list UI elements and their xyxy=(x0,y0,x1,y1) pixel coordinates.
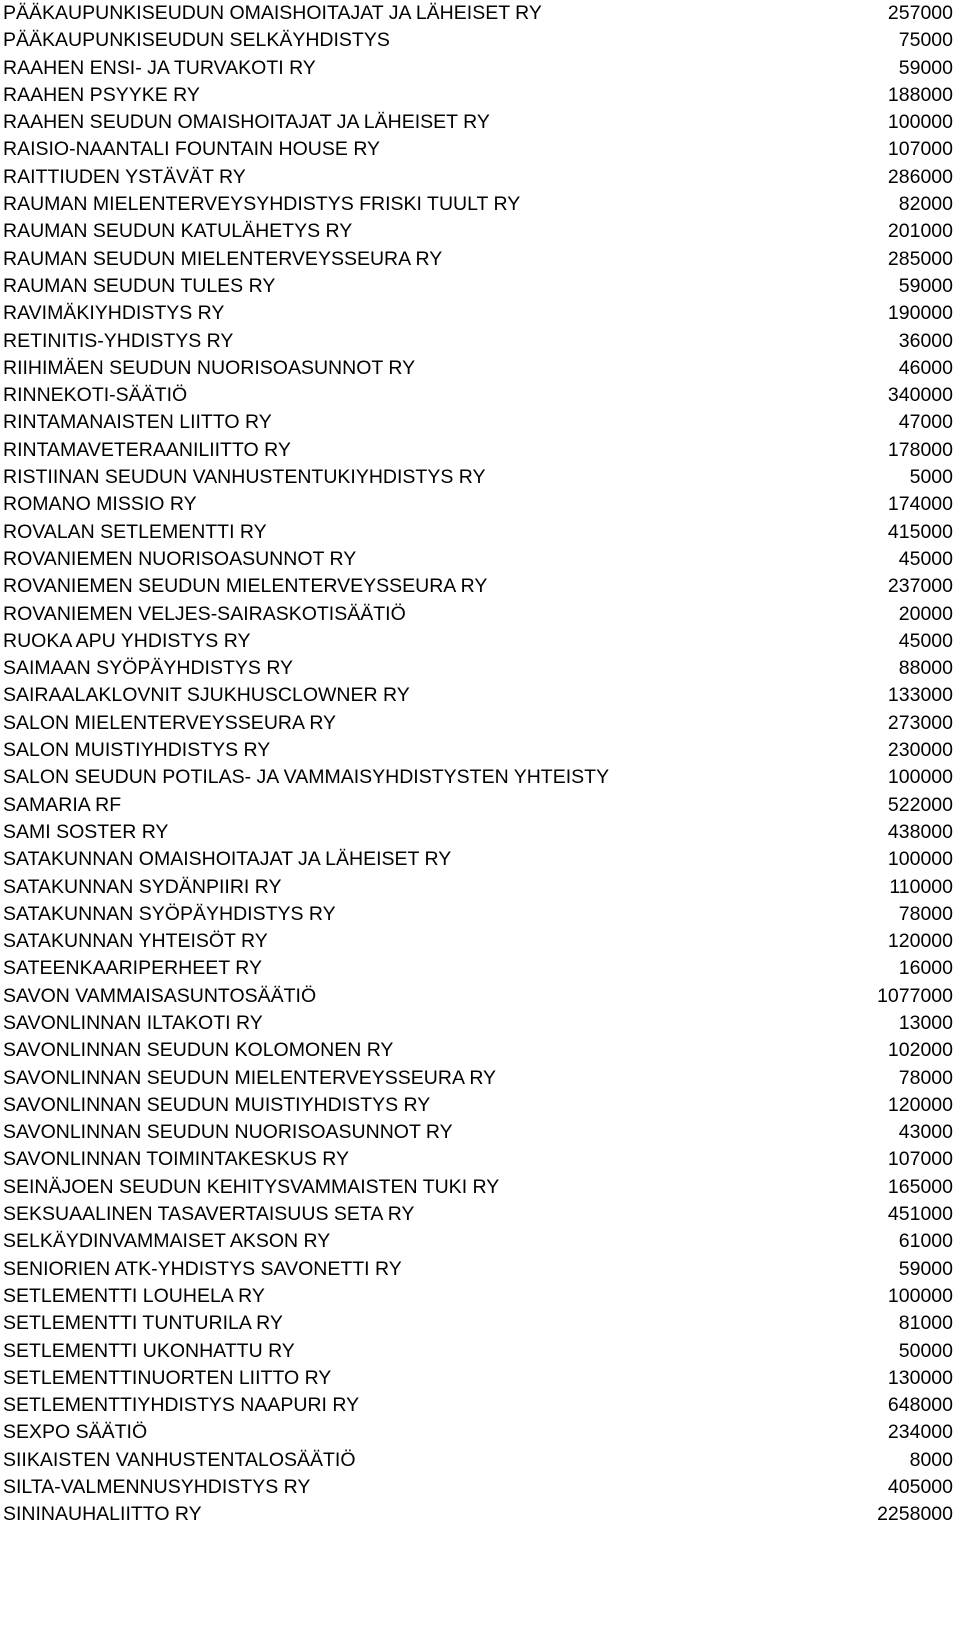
organization-name: SETLEMENTTINUORTEN LIITTO RY xyxy=(3,1366,332,1389)
grant-amount: 36000 xyxy=(898,329,953,352)
list-item xyxy=(3,491,953,518)
grant-amount: 648000 xyxy=(887,1394,953,1417)
grant-amount: 190000 xyxy=(887,302,953,325)
organization-name: SALON SEUDUN POTILAS- JA VAMMAISYHDISTYSTEN YHTEISTY xyxy=(3,766,610,789)
organization-name: RAUMAN MIELENTERVEYSYHDISTYS FRISKI TUULT RY xyxy=(3,193,521,216)
grant-amount: 100000 xyxy=(887,848,953,871)
organization-name: RIIHIMÄEN SEUDUN NUORISOASUNNOT RY xyxy=(3,356,416,379)
grant-amount: 100000 xyxy=(887,766,953,789)
grant-amount: 43000 xyxy=(898,1121,953,1144)
organization-name: SAIMAAN SYÖPÄYHDISTYS RY xyxy=(3,657,294,680)
grant-amount: 88000 xyxy=(898,657,953,680)
organization-name: SATAKUNNAN SYDÄNPIIRI RY xyxy=(3,875,282,898)
organization-name: RINTAMAVETERAANILIITTO RY xyxy=(3,438,291,461)
list-item xyxy=(3,246,953,273)
grant-amount: 59000 xyxy=(898,1257,953,1280)
list-item xyxy=(3,1419,953,1446)
organization-name: RISTIINAN SEUDUN VANHUSTENTUKIYHDISTYS RY xyxy=(3,466,486,489)
list-item xyxy=(3,382,953,409)
list-item xyxy=(3,519,953,546)
list-item xyxy=(3,464,953,491)
grant-amount: 230000 xyxy=(887,739,953,762)
organization-name: SETLEMENTTI LOUHELA RY xyxy=(3,1284,265,1307)
list-item xyxy=(3,437,953,464)
organization-name: RAUMAN SEUDUN MIELENTERVEYSSEURA RY xyxy=(3,247,443,270)
grant-amount: 165000 xyxy=(887,1175,953,1198)
list-item xyxy=(3,601,953,628)
grant-amount: 405000 xyxy=(887,1476,953,1499)
list-item xyxy=(3,710,953,737)
organization-name: SAVON VAMMAISASUNTOSÄÄTIÖ xyxy=(3,984,317,1007)
grant-list xyxy=(3,0,953,1529)
list-item xyxy=(3,1174,953,1201)
organization-name: RAUMAN SEUDUN KATULÄHETYS RY xyxy=(3,220,353,243)
organization-name: SALON MUISTIYHDISTYS RY xyxy=(3,739,271,762)
organization-name: RINNEKOTI-SÄÄTIÖ xyxy=(3,384,188,407)
organization-name: ROVANIEMEN SEUDUN MIELENTERVEYSSEURA RY xyxy=(3,575,488,598)
organization-name: SETLEMENTTI TUNTURILA RY xyxy=(3,1312,283,1335)
list-item xyxy=(3,1037,953,1064)
grant-amount: 81000 xyxy=(898,1312,953,1335)
organization-name: RETINITIS-YHDISTYS RY xyxy=(3,329,234,352)
organization-name: SAVONLINNAN TOIMINTAKESKUS RY xyxy=(3,1148,350,1171)
list-item xyxy=(3,328,953,355)
list-item xyxy=(3,1365,953,1392)
grant-amount: 415000 xyxy=(887,520,953,543)
grant-amount: 78000 xyxy=(898,902,953,925)
list-item xyxy=(3,218,953,245)
list-item xyxy=(3,546,953,573)
grant-amount: 45000 xyxy=(898,629,953,652)
grant-amount: 120000 xyxy=(887,930,953,953)
list-item xyxy=(3,1119,953,1146)
list-item xyxy=(3,1146,953,1173)
organization-name: SELKÄYDINVAMMAISET AKSON RY xyxy=(3,1230,331,1253)
grant-amount: 8000 xyxy=(909,1448,953,1471)
organization-name: SAVONLINNAN SEUDUN MUISTIYHDISTYS RY xyxy=(3,1093,431,1116)
organization-name: SAVONLINNAN ILTAKOTI RY xyxy=(3,1011,263,1034)
grant-amount: 340000 xyxy=(887,384,953,407)
grant-amount: 133000 xyxy=(887,684,953,707)
organization-name: SAIRAALAKLOVNIT SJUKHUSCLOWNER RY xyxy=(3,684,410,707)
grant-amount: 522000 xyxy=(887,793,953,816)
grant-amount: 130000 xyxy=(887,1366,953,1389)
organization-name: SETLEMENTTIYHDISTYS NAAPURI RY xyxy=(3,1394,360,1417)
organization-name: SATEENKAARIPERHEET RY xyxy=(3,957,262,980)
organization-name: RAUMAN SEUDUN TULES RY xyxy=(3,274,276,297)
grant-amount: 1077000 xyxy=(877,984,953,1007)
grant-amount: 59000 xyxy=(898,274,953,297)
grant-amount: 201000 xyxy=(887,220,953,243)
list-item xyxy=(3,792,953,819)
list-item xyxy=(3,164,953,191)
organization-name: SININAUHALIITTO RY xyxy=(3,1503,202,1526)
grant-amount: 188000 xyxy=(887,83,953,106)
grant-amount: 110000 xyxy=(889,875,953,898)
list-item xyxy=(3,1092,953,1119)
grant-amount: 59000 xyxy=(898,56,953,79)
grant-amount: 174000 xyxy=(887,493,953,516)
grant-amount: 451000 xyxy=(887,1203,953,1226)
grant-amount: 61000 xyxy=(898,1230,953,1253)
organization-name: SENIORIEN ATK-YHDISTYS SAVONETTI RY xyxy=(3,1257,402,1280)
list-item xyxy=(3,1474,953,1501)
organization-name: SAMARIA RF xyxy=(3,793,122,816)
list-item xyxy=(3,846,953,873)
organization-name: SALON MIELENTERVEYSSEURA RY xyxy=(3,711,337,734)
organization-name: RINTAMANAISTEN LIITTO RY xyxy=(3,411,272,434)
organization-name: SEXPO SÄÄTIÖ xyxy=(3,1421,148,1444)
list-item xyxy=(3,409,953,436)
list-item xyxy=(3,1283,953,1310)
organization-name: RAVIMÄKIYHDISTYS RY xyxy=(3,302,225,325)
list-item xyxy=(3,682,953,709)
grant-amount: 82000 xyxy=(898,193,953,216)
grant-amount: 107000 xyxy=(887,138,953,161)
organization-name: RAAHEN ENSI- JA TURVAKOTI RY xyxy=(3,56,316,79)
grant-amount: 286000 xyxy=(887,165,953,188)
list-item xyxy=(3,55,953,82)
list-item xyxy=(3,1392,953,1419)
list-item xyxy=(3,655,953,682)
organization-name: SEKSUAALINEN TASAVERTAISUUS SETA RY xyxy=(3,1203,415,1226)
organization-name: ROVANIEMEN NUORISOASUNNOT RY xyxy=(3,547,357,570)
grant-amount: 2258000 xyxy=(877,1503,953,1526)
organization-name: RAITTIUDEN YSTÄVÄT RY xyxy=(3,165,246,188)
list-item xyxy=(3,1065,953,1092)
list-item xyxy=(3,355,953,382)
organization-name: SETLEMENTTI UKONHATTU RY xyxy=(3,1339,295,1362)
grant-amount: 285000 xyxy=(887,247,953,270)
list-item xyxy=(3,1201,953,1228)
list-item xyxy=(3,628,953,655)
grant-amount: 50000 xyxy=(898,1339,953,1362)
organization-name: ROVALAN SETLEMENTTI RY xyxy=(3,520,267,543)
grant-amount: 234000 xyxy=(887,1421,953,1444)
organization-name: SATAKUNNAN SYÖPÄYHDISTYS RY xyxy=(3,902,336,925)
list-item xyxy=(3,928,953,955)
organization-name: SAVONLINNAN SEUDUN NUORISOASUNNOT RY xyxy=(3,1121,453,1144)
grant-amount: 16000 xyxy=(898,957,953,980)
grant-amount: 120000 xyxy=(887,1093,953,1116)
list-item xyxy=(3,737,953,764)
organization-name: ROVANIEMEN VELJES-SAIRASKOTISÄÄTIÖ xyxy=(3,602,406,625)
grant-amount: 100000 xyxy=(887,111,953,134)
organization-name: SAVONLINNAN SEUDUN KOLOMONEN RY xyxy=(3,1039,394,1062)
organization-name: PÄÄKAUPUNKISEUDUN OMAISHOITAJAT JA LÄHEISET RY xyxy=(3,2,542,24)
grant-amount: 257000 xyxy=(887,2,953,24)
organization-name: PÄÄKAUPUNKISEUDUN SELKÄYHDISTYS xyxy=(3,29,390,52)
list-item xyxy=(3,136,953,163)
organization-name: RAAHEN SEUDUN OMAISHOITAJAT JA LÄHEISET RY xyxy=(3,111,490,134)
list-item xyxy=(3,109,953,136)
grant-amount: 102000 xyxy=(887,1039,953,1062)
list-item xyxy=(3,819,953,846)
list-item xyxy=(3,300,953,327)
list-item xyxy=(3,764,953,791)
organization-name: RAAHEN PSYYKE RY xyxy=(3,83,200,106)
list-item xyxy=(3,0,953,27)
grant-amount: 237000 xyxy=(887,575,953,598)
grant-amount: 178000 xyxy=(887,438,953,461)
list-item xyxy=(3,983,953,1010)
organization-name: RUOKA APU YHDISTYS RY xyxy=(3,629,251,652)
list-item xyxy=(3,1310,953,1337)
grant-amount: 273000 xyxy=(887,711,953,734)
grant-amount: 46000 xyxy=(898,356,953,379)
grant-amount: 438000 xyxy=(887,820,953,843)
grant-amount: 13000 xyxy=(898,1011,953,1034)
list-item xyxy=(3,1338,953,1365)
organization-name: RAISIO-NAANTALI FOUNTAIN HOUSE RY xyxy=(3,138,381,161)
grant-amount: 45000 xyxy=(898,547,953,570)
grant-amount: 107000 xyxy=(887,1148,953,1171)
organization-name: ROMANO MISSIO RY xyxy=(3,493,197,516)
list-item xyxy=(3,82,953,109)
grant-amount: 78000 xyxy=(898,1066,953,1089)
list-item xyxy=(3,901,953,928)
organization-name: SATAKUNNAN YHTEISÖT RY xyxy=(3,930,268,953)
organization-name: SAVONLINNAN SEUDUN MIELENTERVEYSSEURA RY xyxy=(3,1066,497,1089)
grant-amount: 20000 xyxy=(898,602,953,625)
list-item xyxy=(3,955,953,982)
grant-amount: 5000 xyxy=(909,466,953,489)
list-item xyxy=(3,1256,953,1283)
list-item xyxy=(3,27,953,54)
list-item xyxy=(3,573,953,600)
list-item xyxy=(3,1501,953,1528)
list-item xyxy=(3,1010,953,1037)
organization-name: SATAKUNNAN OMAISHOITAJAT JA LÄHEISET RY xyxy=(3,848,452,871)
organization-name: SIIKAISTEN VANHUSTENTALOSÄÄTIÖ xyxy=(3,1448,356,1471)
list-item xyxy=(3,874,953,901)
grant-amount: 75000 xyxy=(898,29,953,52)
organization-name: SILTA-VALMENNUSYHDISTYS RY xyxy=(3,1476,311,1499)
list-item xyxy=(3,273,953,300)
list-item xyxy=(3,1447,953,1474)
organization-name: SEINÄJOEN SEUDUN KEHITYSVAMMAISTEN TUKI RY xyxy=(3,1175,500,1198)
grant-amount: 47000 xyxy=(898,411,953,434)
grant-amount: 100000 xyxy=(887,1284,953,1307)
organization-name: SAMI SOSTER RY xyxy=(3,820,169,843)
list-item xyxy=(3,1228,953,1255)
list-item xyxy=(3,191,953,218)
